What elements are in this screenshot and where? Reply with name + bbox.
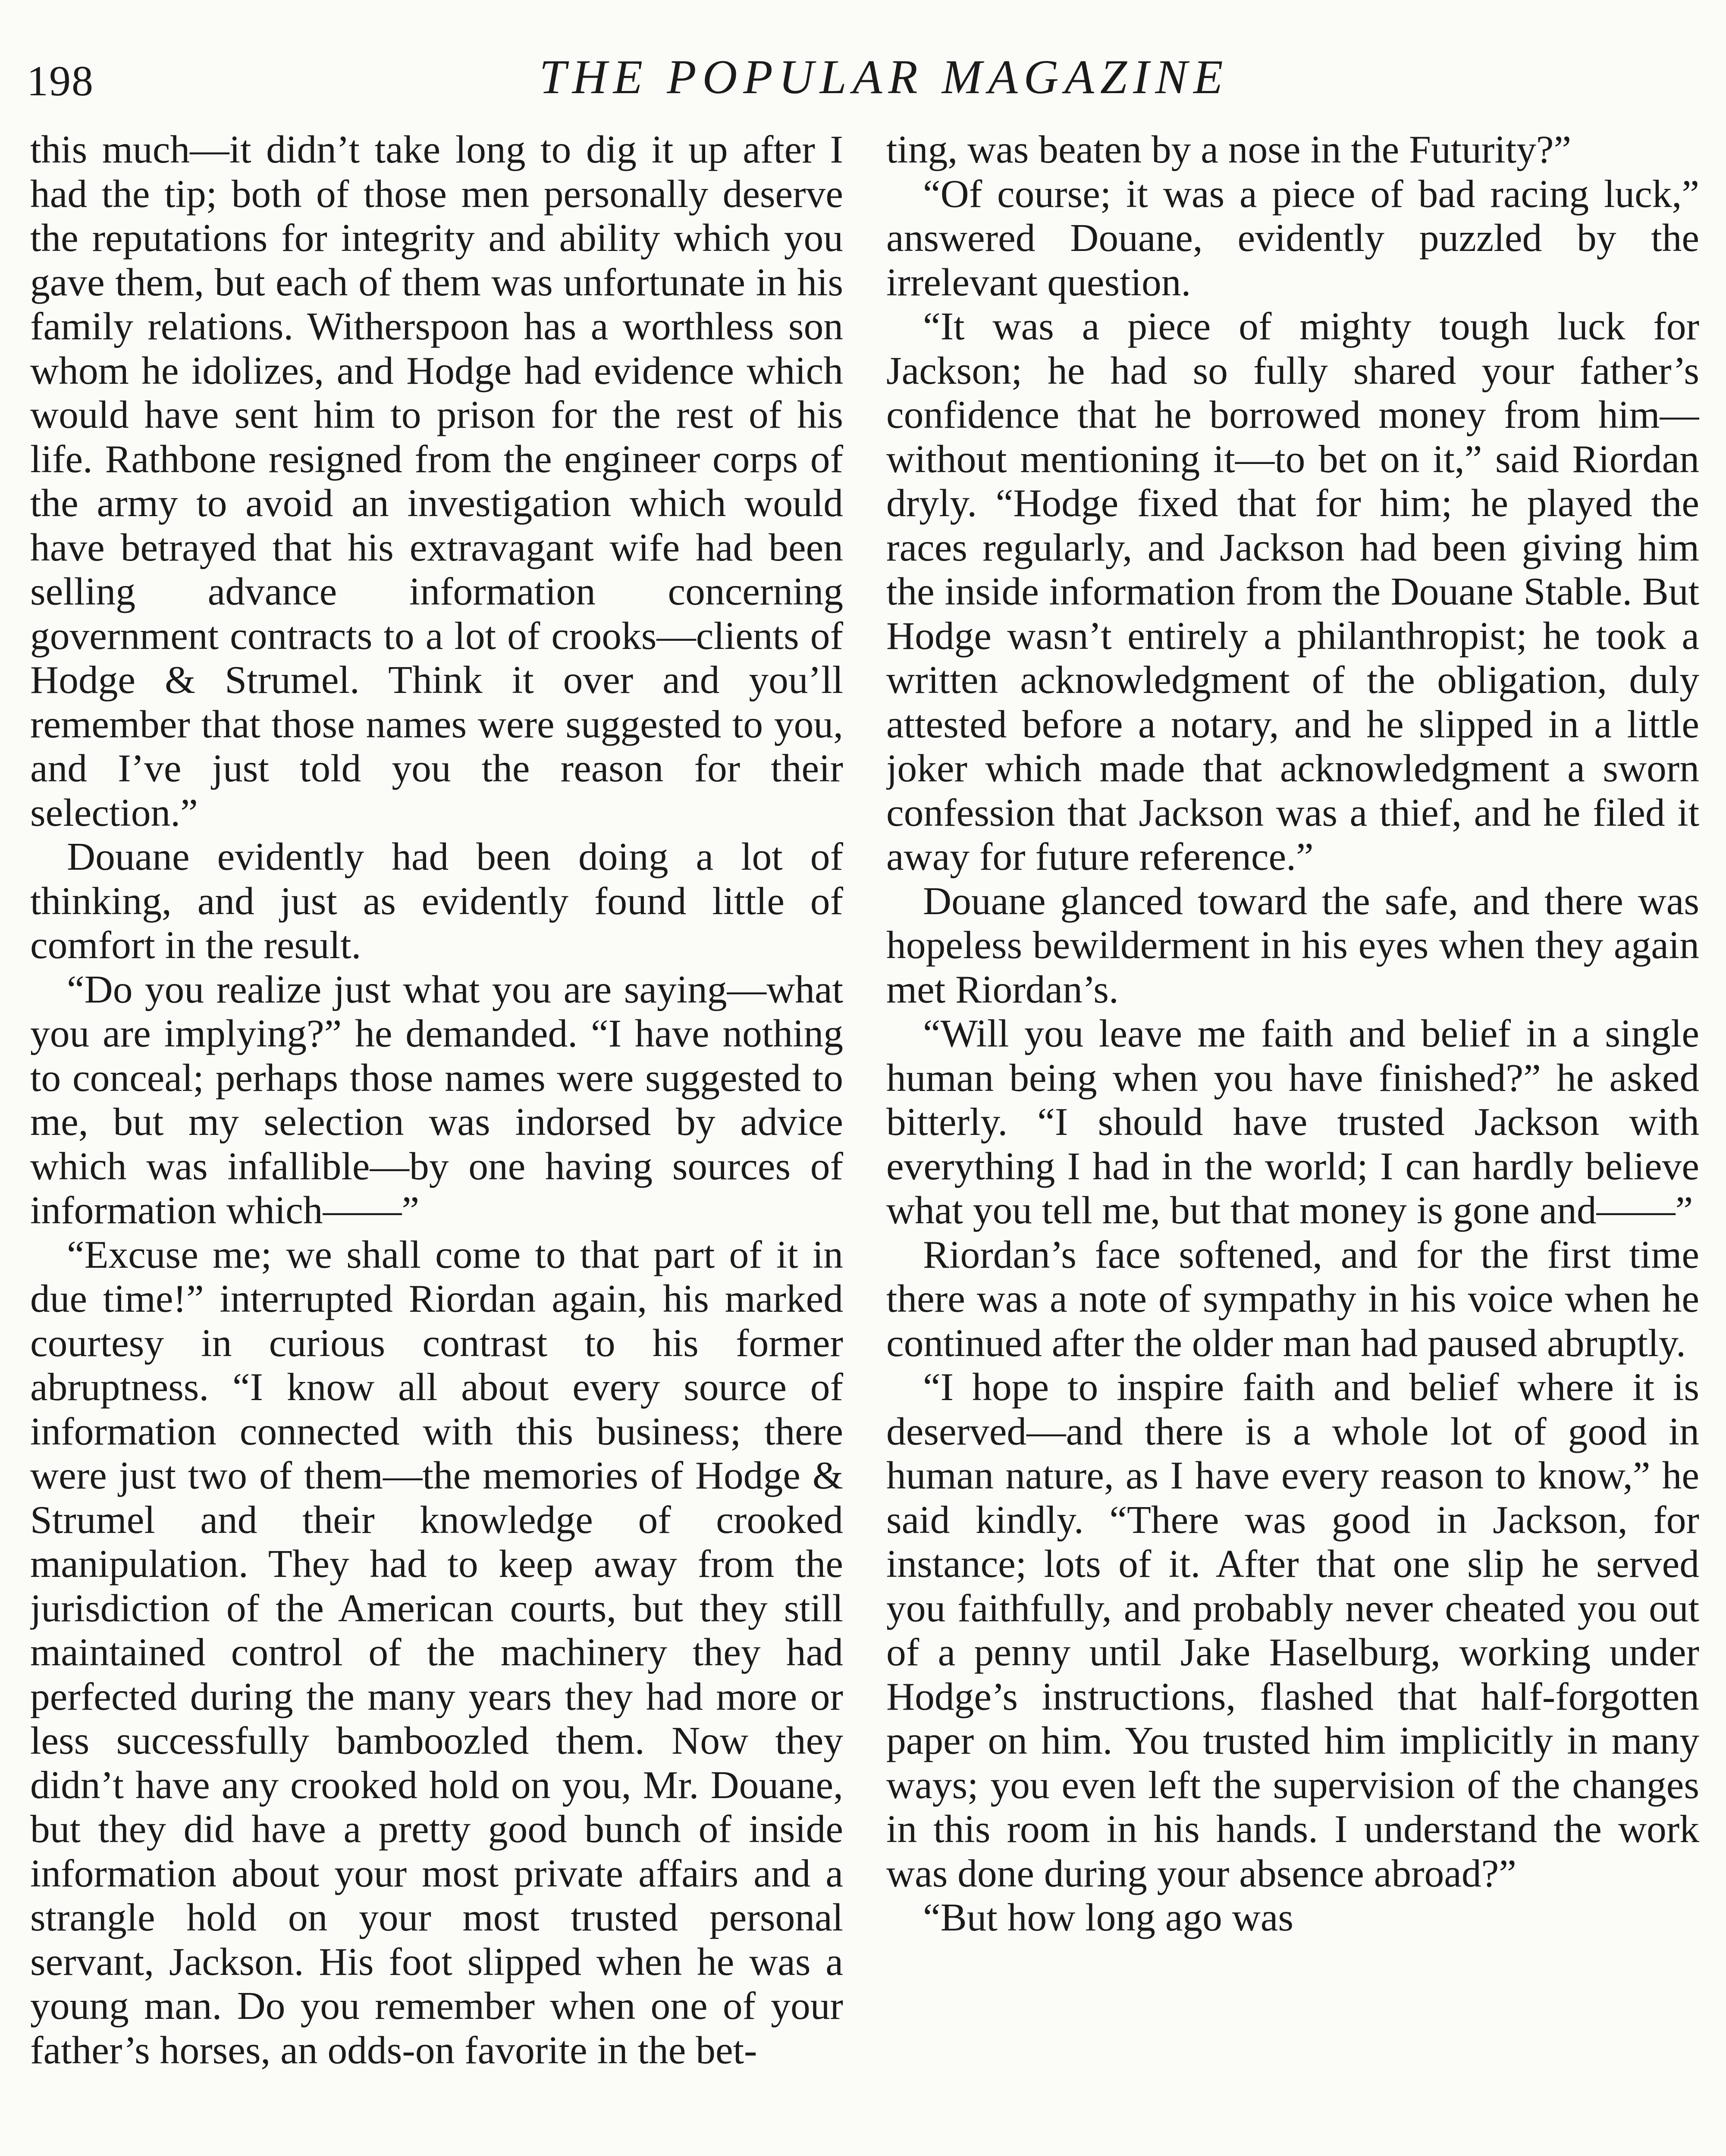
paragraph: “Will you leave me faith and belief in a single human being when you have finished?” he asked bitterly. “I should have trusted Jackson with everything I had in the world; I can hardly believe what you tell me, but that money is gone and——” bbox=[886, 1011, 1699, 1232]
paragraph: Riordan’s face softened, and for the first time there was a note of sympathy in his voice when he continued after the older man had paused abruptly. bbox=[886, 1232, 1699, 1365]
paragraph: “Do you realize just what you are saying—what you are implying?” he demanded. “I have nothing to conceal; perhaps those names were suggested to me, but my selection was indorsed by advice which was infallible—by one having sources of information which——” bbox=[30, 967, 843, 1232]
paragraph: Douane evidently had been doing a lot of thinking, and just as evidently found little of comfort in the result. bbox=[30, 834, 843, 967]
paragraph: “Excuse me; we shall come to that part of it in due time!” interrupted Riordan again, his marked courtesy in curious contrast to his former abruptness. “I know all about every source of information connected with this business; there were just two of them—the memories of Hodge & Strumel and their knowledge of crooked manipulation. They had to keep away from the jurisdiction of the American courts, but they still maintained control of the machinery they had perfected during the many years they had more or less successfully bamboozled them. Now they didn’t have any crooked hold on you, Mr. Douane, but they did have a pretty good bunch of inside information about your most private affairs and a strangle hold on your most trusted personal servant, Jackson. His foot slipped when he was a young man. Do you remember when one of your father’s horses, an odds-on favorite in the bet- bbox=[30, 1232, 843, 2072]
page-header bbox=[0, 26, 1726, 112]
paragraph: this much—it didn’t take long to dig it up after I had the tip; both of those men personally deserve the reputations for integrity and ability which you gave them, but each of them was unfortunate in his family relations. Witherspoon has a worthless son whom he idolizes, and Hodge had evidence which would have sent him to prison for the rest of his life. Rathbone resigned from the engineer corps of the army to avoid an investigation which would have betrayed that his extravagant wife had been selling advance information concerning government contracts to a lot of crooks—clients of Hodge & Strumel. Think it over and you’ll remember that those names were suggested to you, and I’ve just told you the reason for their selection.” bbox=[30, 127, 843, 834]
paragraph: “Of course; it was a piece of bad racing luck,” answered Douane, evidently puzzled by the irrelevant question. bbox=[886, 171, 1699, 304]
paragraph: ting, was beaten by a nose in the Futurity?” bbox=[886, 127, 1572, 171]
left-column bbox=[30, 127, 843, 2156]
paragraph: “It was a piece of mighty tough luck for Jackson; he had so fully shared your father’s confidence that he borrowed money from him—without mentioning it—to bet on it,” said Riordan dryly. “Hodge fixed that for him; he played the races regularly, and Jackson had been giving him the inside information from the Douane Stable. But Hodge wasn’t entirely a philanthropist; he took a written acknowledgment of the obligation, duly attested before a notary, and he slipped in a little joker which made that acknowledgment a sworn confession that Jackson was a thief, and he filed it away for future reference.” bbox=[886, 304, 1699, 878]
paragraph: “But how long ago was bbox=[923, 1895, 1293, 1939]
right-column bbox=[886, 127, 1699, 2156]
magazine-title: THE POPULAR MAGAZINE bbox=[539, 50, 1229, 104]
page-number: 198 bbox=[27, 57, 94, 105]
paragraph: “I hope to inspire faith and belief where it is deserved—and there is a whole lot of good in human nature, as I have every reason to know,” he said kindly. “There was good in Jackson, for instance; lots of it. After that one slip he served you faithfully, and probably never cheated you out of a penny until Jake Haselburg, working under Hodge’s instructions, flashed that half-forgotten paper on him. You trusted him implicitly in many ways; you even left the supervision of the changes in this room in his hands. I understand the work was done during your absence abroad?” bbox=[886, 1365, 1699, 1895]
paragraph: Douane glanced toward the safe, and there was hopeless bewilderment in his eyes when they again met Riordan’s. bbox=[886, 878, 1699, 1011]
